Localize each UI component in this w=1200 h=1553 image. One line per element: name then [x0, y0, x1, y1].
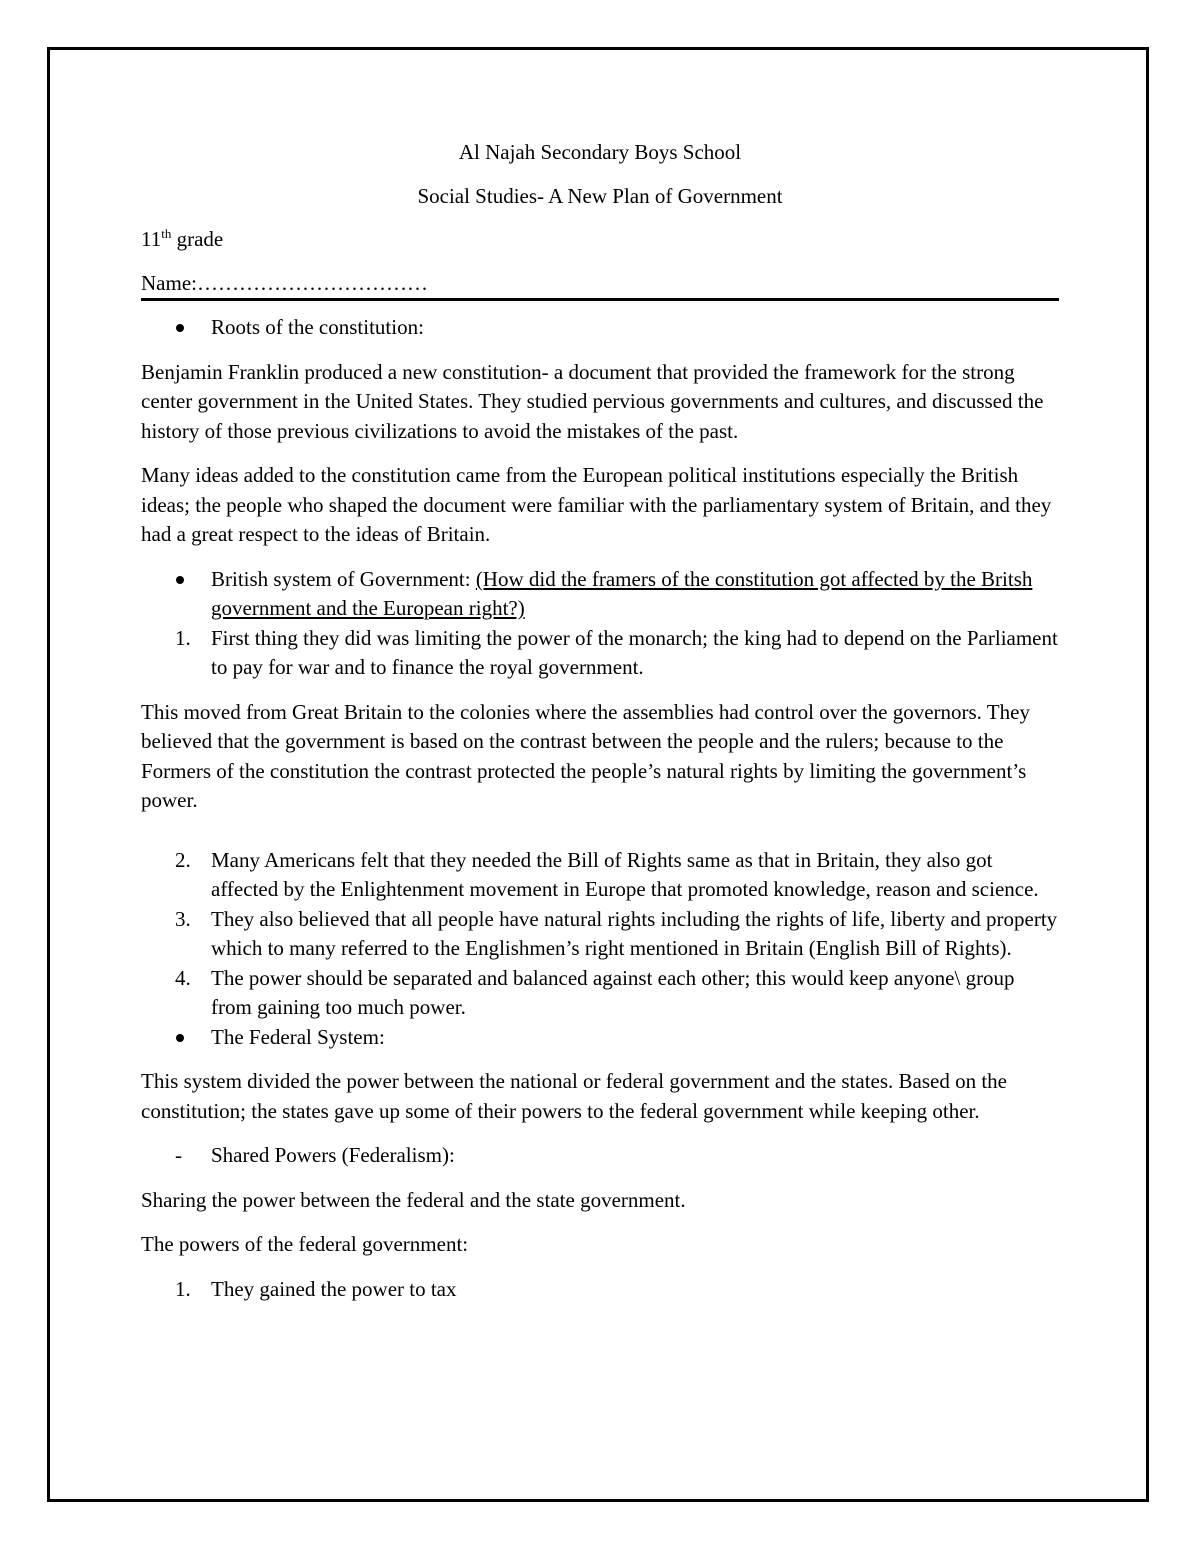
- bullet-icon: [176, 1034, 184, 1042]
- header-rule: [141, 298, 1059, 301]
- grade-suffix: th: [161, 226, 172, 241]
- list-item-tax: [141, 1275, 1059, 1305]
- list-number: 1.: [175, 625, 191, 650]
- list-number: 1.: [175, 1276, 191, 1301]
- numbered-list-second: [141, 846, 1059, 1023]
- roots-list: [141, 313, 1059, 343]
- bullet-icon: [176, 324, 184, 332]
- list-item-3: [141, 905, 1059, 964]
- dash-shared: [141, 1141, 1059, 1171]
- federal-list: [141, 1023, 1059, 1053]
- list-text: The power should be separated and balanced against each other; this would keep anyone\ group from gaining too much power.: [211, 965, 1015, 1019]
- bullet-british: [141, 565, 1059, 624]
- paragraph-sharing: Sharing the power between the federal and the state government.: [141, 1187, 686, 1212]
- list-item-1: [141, 624, 1059, 683]
- bullet-icon: [176, 576, 184, 584]
- paragraph-ideas: Many ideas added to the constitution came from the European political institutions especially the British ideas; the people who shaped the document were familiar with the parliamentary system of Britain, and they had a great respect to the ideas of Britain.: [141, 463, 1052, 546]
- british-question: (How did the framers of the constitution got affected by the Britsh government and the European right?): [211, 566, 1033, 620]
- list-number: 2.: [175, 847, 191, 872]
- federal-heading: The Federal System:: [211, 1024, 385, 1049]
- list-number: 3.: [175, 906, 191, 931]
- numbered-list-powers: [141, 1275, 1059, 1305]
- british-list: [141, 565, 1059, 624]
- british-heading: British system of Government:: [211, 566, 476, 591]
- grade-word: grade: [171, 227, 224, 251]
- grade-line: [141, 225, 1059, 255]
- paragraph-federal: This system divided the power between the national or federal government and the states. Based on the constitution; the states gave up some of their powers to the federal government while keeping other.: [141, 1069, 1007, 1123]
- list-item-4: [141, 964, 1059, 1023]
- list-text: They gained the power to tax: [211, 1276, 457, 1301]
- paragraph-franklin: Benjamin Franklin produced a new constitution- a document that provided the framework for the strong center government in the United States. They studied pervious governments and cultures, and discussed the history of those previous civilizations to avoid the mistakes of the past.: [141, 359, 1044, 443]
- document-body: [141, 138, 1059, 1319]
- paragraph-powers: The powers of the federal government:: [141, 1232, 469, 1256]
- dash-marker: -: [175, 1143, 182, 1167]
- list-text: First thing they did was limiting the power of the monarch; the king had to depend on the Parliament to pay for war and to finance the royal government.: [211, 625, 1058, 679]
- numbered-list-first: [141, 624, 1059, 683]
- list-item-2: [141, 846, 1059, 905]
- bullet-roots: [141, 313, 1059, 343]
- roots-heading: Roots of the constitution:: [211, 315, 424, 339]
- school-title: Al Najah Secondary Boys School: [458, 140, 742, 164]
- list-text: Many Americans felt that they needed the Bill of Rights same as that in Britain, they also got affected by the Enlightenment movement in Europe that promoted knowledge, reason and science.: [211, 847, 1039, 901]
- shared-heading: Shared Powers (Federalism):: [211, 1143, 455, 1167]
- shared-list: [141, 1141, 1059, 1171]
- bullet-federal: [141, 1023, 1059, 1053]
- list-text: They also believed that all people have natural rights including the rights of life, liberty and property which to many referred to the Englishmen’s right mentioned in Britain (English Bill of Rights).: [211, 906, 1058, 960]
- paragraph-moved: This moved from Great Britain to the colonies where the assemblies had control over the governors. They believed that the government is based on the contrast between the people and the rulers; because to the Formers of the constitution the contrast protected the people’s natural rights by limiting the government’s power.: [141, 699, 1030, 812]
- list-number: 4.: [175, 965, 191, 990]
- subject-title: Social Studies- A New Plan of Government: [417, 183, 783, 208]
- grade-number: 11: [141, 227, 162, 251]
- name-field-label: Name:……………………………: [141, 270, 428, 295]
